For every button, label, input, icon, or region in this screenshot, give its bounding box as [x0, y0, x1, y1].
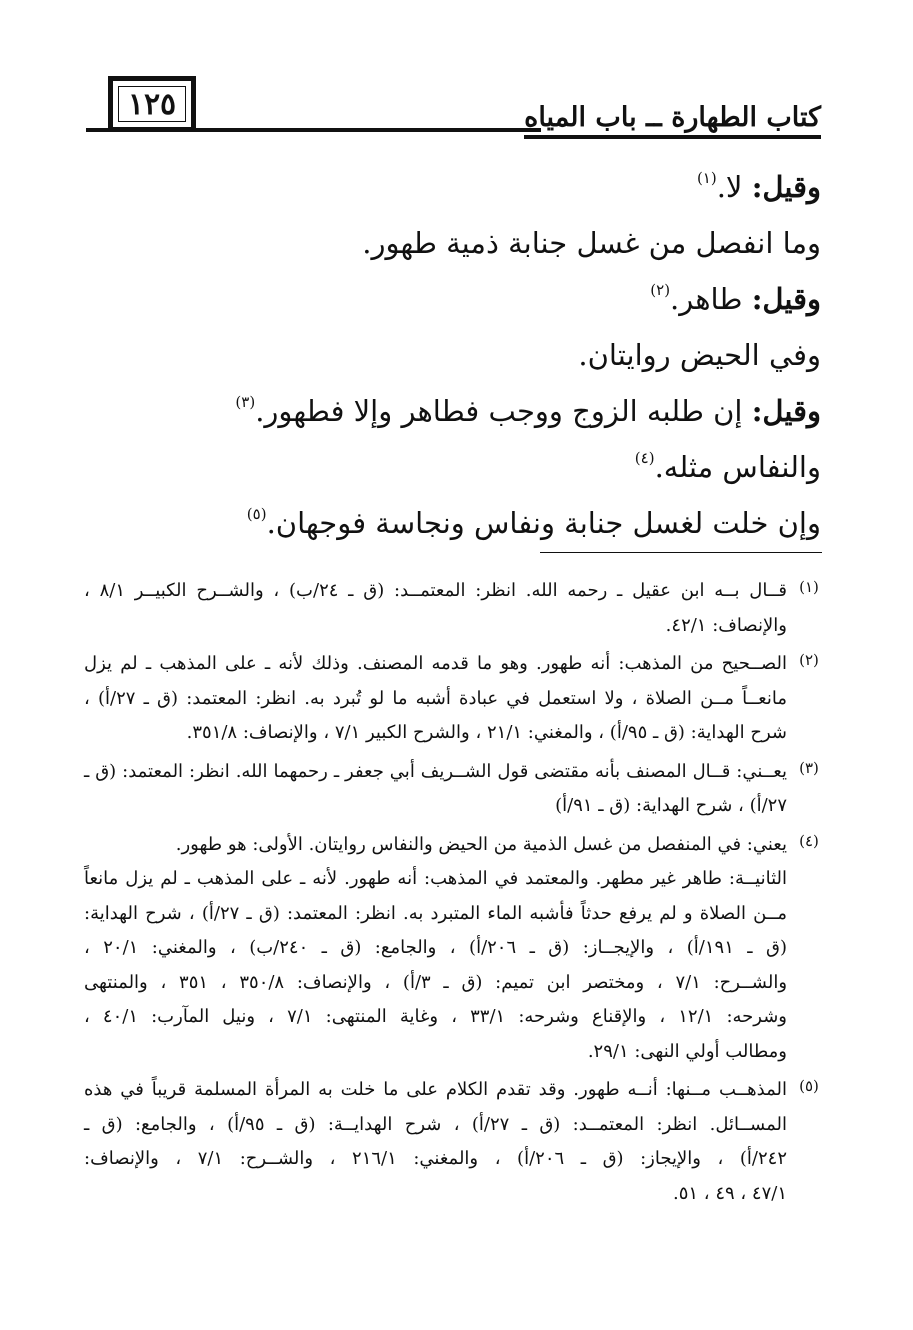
footnote-line: وشرحه: ١٢/١ ، والإقناع وشرحه: ٣٣/١ ، وغاية المنتهى: ٧/١ ، ونيل المآرب: ٤٠/١ ،	[84, 1006, 787, 1027]
header-rule-left	[86, 128, 108, 132]
footnote-line: الثانيــة: طاهر غير مطهر. والمعتمد في المذهب: أنه طهور. لأنه ـ على المذهب ـ لم يزل مانعاً	[84, 868, 787, 889]
line-text: وفي الحيض روايتان.	[578, 338, 821, 372]
footnote-line: ٢٧/أ) ، شرح الهداية: (ق ـ ٩١/أ)	[555, 795, 787, 816]
main-line	[86, 262, 821, 318]
footnote-body	[84, 574, 787, 643]
footnote-line: (ق ـ ١٩١/أ) ، والإيجــاز: (ق ـ ٢٠٦/أ) ، والجامع: (ق ـ ٢٤٠/ب) ، والمغني: ٢٠/١ ،	[84, 937, 787, 958]
footnote-separator	[540, 552, 822, 553]
footnote-number: (٣)	[799, 758, 819, 777]
line-text: طاهر.	[670, 282, 752, 316]
footnote	[84, 574, 831, 643]
line-text: وإن خلت لغسل جنابة ونفاس ونجاسة فوجهان.	[266, 506, 821, 540]
footnote-line: مانعــاً مــن الصلاة ، ولا استعمل في عبادة أشبه ما لو تُبرد به. انظر: المعتمد: (ق ـ ٢٧/أ) ،	[84, 687, 787, 709]
main-line	[86, 150, 821, 206]
footnote	[84, 828, 831, 1070]
footnote-ref: (٥)	[246, 505, 267, 523]
footnote-line: ٤٧/١ ، ٤٩ ، ٥١.	[672, 1182, 787, 1204]
footnote-body	[84, 1073, 787, 1211]
footnote-ref: (١)	[696, 169, 717, 187]
footnotes	[84, 574, 831, 1215]
footnote-ref: (٤)	[634, 449, 655, 467]
footnote-line: يعني: في المنفصل من غسل الذمية من الحيض والنفاس روايتان. الأولى: هو طهور.	[175, 833, 787, 855]
footnote-body	[84, 828, 787, 1070]
page-number-inner-frame	[118, 86, 186, 122]
line-lead: وقيل:	[751, 170, 821, 204]
footnote-line: شرح الهداية: (ق ـ ٩٥/أ) ، والمغني: ٢١/١ ، والشرح الكبير ٧/١ ، والإنصاف: ٣٥١/٨.	[186, 722, 787, 743]
main-line	[86, 318, 821, 374]
main-line	[86, 486, 821, 542]
footnote-line: الصــحيح من المذهب: أنه طهور. وهو ما قدمه المصنف. وذلك لأنه ـ على المذهب ـ لم يزل	[84, 653, 787, 674]
line-text: لا.	[716, 170, 752, 204]
footnote-line: يعــني: قــال المصنف بأنه مقتضى قول الشــريف أبي جعفر ـ رحمهما الله. انظر: المعتمد: (ق ـ	[84, 760, 787, 782]
footnote	[84, 1073, 831, 1211]
footnote-ref: (٣)	[235, 393, 256, 411]
footnote-line: المذهــب مــنها: أنــه طهور. وقد تقدم الكلام على ما خلت به المرأة المسلمة قريباً في هذه	[84, 1079, 787, 1100]
footnote-body	[84, 647, 787, 751]
page-number: ١٢٥	[127, 86, 177, 122]
main-line	[86, 374, 821, 430]
line-text: إن طلبه الزوج ووجب فطاهر وإلا فطهور.	[255, 394, 752, 428]
footnote-line: قــال بــه ابن عقيل ـ رحمه الله. انظر: المعتمــد: (ق ـ ٢٤/ب) ، والشــرح الكبيــر ٨/١ ،	[84, 580, 787, 601]
line-text: وما انفصل من غسل جنابة ذمية طهور.	[362, 226, 821, 260]
header-rule-middle	[196, 128, 541, 132]
footnote-line: ومطالب أولي النهى: ٢٩/١.	[587, 1040, 787, 1062]
line-text: والنفاس مثله.	[654, 450, 821, 484]
footnote	[84, 755, 831, 824]
main-line	[86, 206, 821, 262]
main-line	[86, 430, 821, 486]
footnote-number: (٤)	[799, 831, 819, 850]
line-lead: وقيل:	[751, 282, 821, 316]
footnote-number: (٢)	[799, 651, 819, 669]
footnote-line: والشــرح: ٧/١ ، ومختصر ابن تميم: (ق ـ ٣/أ) ، والإنصاف: ٣٥٠/٨ ، ٣٥١ ، والمنتهى	[84, 971, 788, 993]
line-lead: وقيل:	[751, 394, 821, 428]
footnote-number: (١)	[799, 578, 819, 596]
footnote-line: ٢٤٢/أ) ، والإيجاز: (ق ـ ٢٠٦/أ) ، والمغني: ٢١٦/١ ، والشــرح: ٧/١ ، والإنصاف:	[84, 1148, 787, 1169]
footnote-line: المســائل. انظر: المعتمــد: (ق ـ ٢٧/أ) ، شرح الهدايــة: (ق ـ ٩٥/أ) ، والجامع: (ق ـ	[84, 1113, 787, 1135]
footnote-line: والإنصاف: ٤٢/١.	[665, 614, 787, 636]
main-text	[86, 150, 821, 542]
footnote-number: (٥)	[799, 1077, 819, 1095]
footnote	[84, 647, 831, 751]
footnote-line: مــن الصلاة و لم يرفع حدثاً فأشبه الماء المتبرد به. انظر: المعتمد: (ق ـ ٢٧/أ) ، شرح الهداية:	[84, 902, 787, 924]
footnote-body	[84, 755, 787, 824]
footnote-ref: (٢)	[650, 281, 671, 299]
chapter-title: كتاب الطهارة ــ باب المياه	[524, 102, 821, 139]
